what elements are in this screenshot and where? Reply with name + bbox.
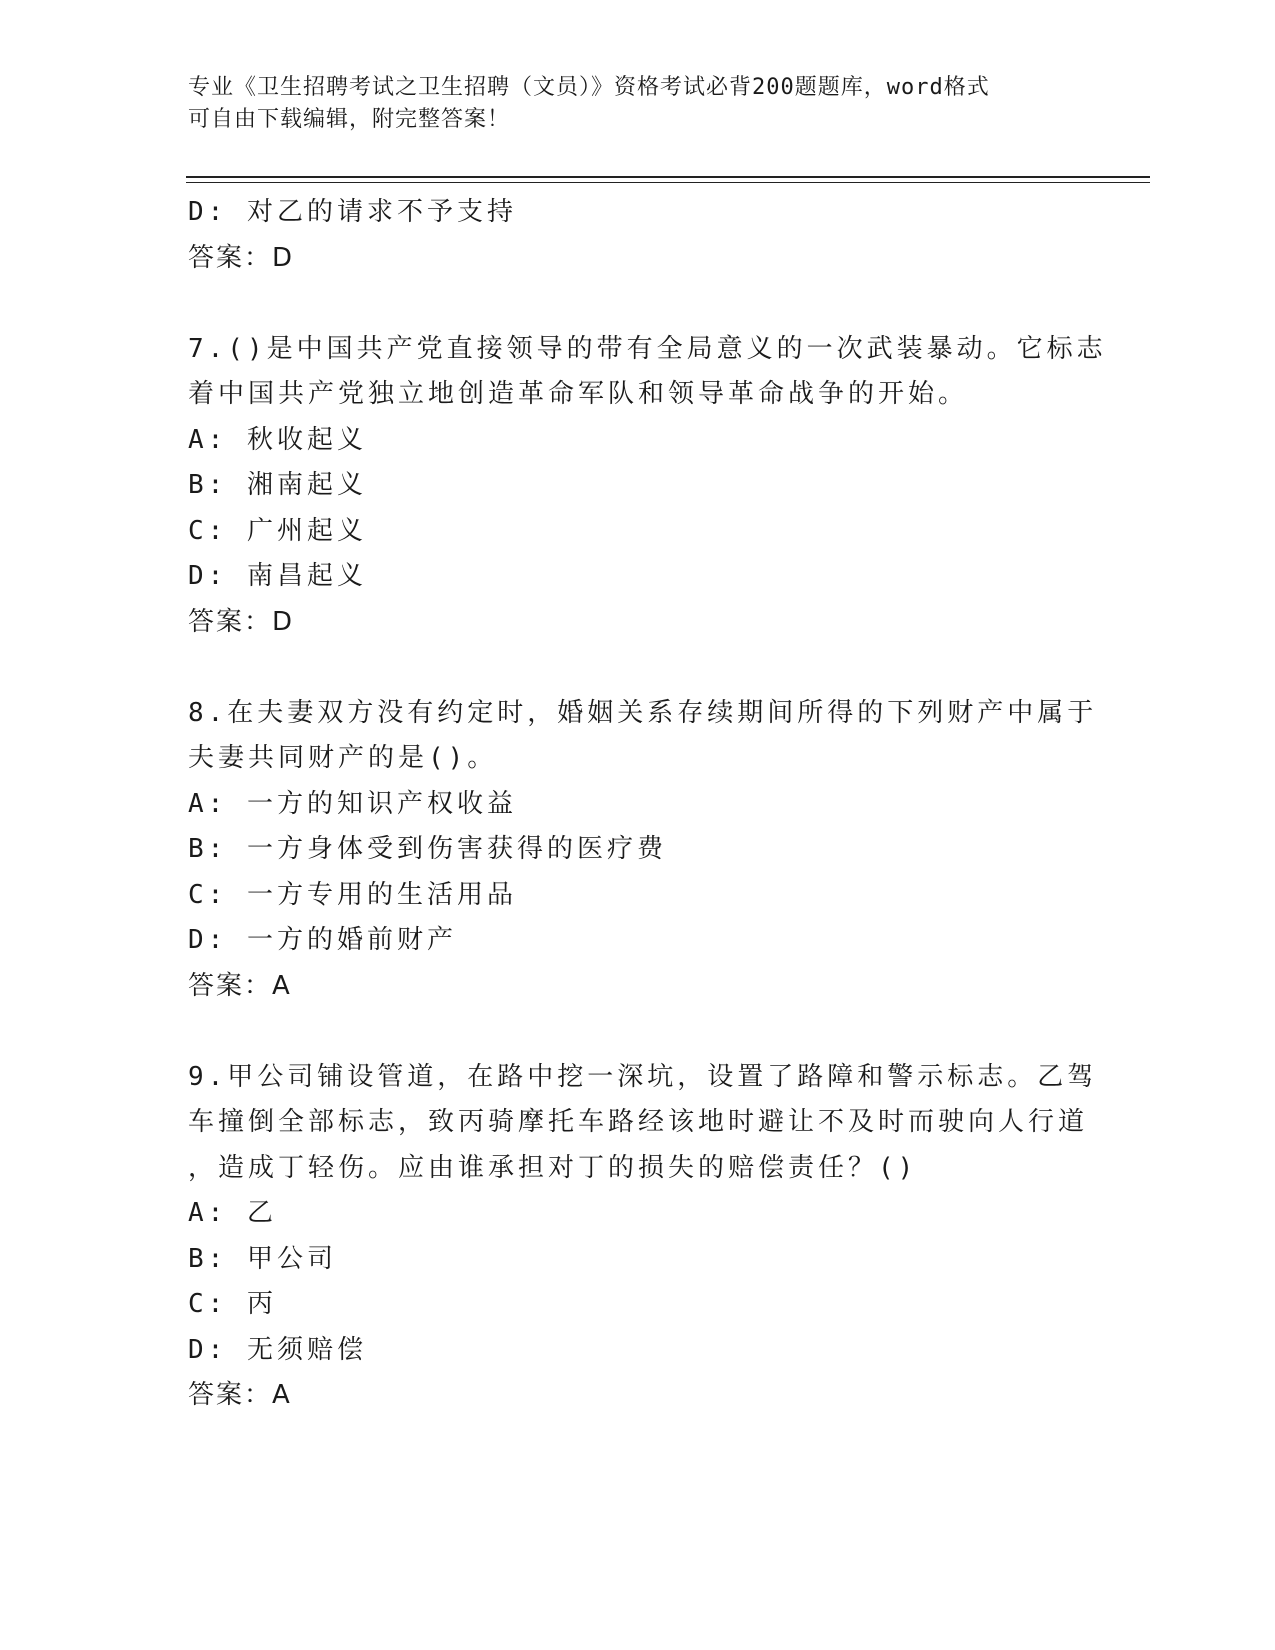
answer-line: 答案：A: [188, 970, 292, 1001]
option-a: A: 乙: [188, 1198, 277, 1228]
option-d: D: 南昌起义: [188, 561, 367, 591]
header-rule-thick: [186, 176, 1150, 178]
option-c: C: 丙: [188, 1289, 277, 1319]
answer-line: 答案：D: [188, 606, 295, 637]
option-b: B: 甲公司: [188, 1243, 337, 1274]
header-line-2: 可自由下载编辑，附完整答案！: [188, 107, 511, 132]
question-stem-line: 着中国共产党独立地创造革命军队和领导革命战争的开始。: [188, 379, 969, 409]
spacer: [188, 1009, 1078, 1055]
spacer: [188, 281, 1078, 327]
header-rule-thin: [186, 182, 1150, 183]
option-d: D: 对乙的请求不予支持: [188, 197, 517, 227]
option-b: B: 湘南起义: [188, 470, 367, 500]
question-stem-line: 夫妻共同财产的是()。: [188, 743, 498, 773]
option-a: A: 秋收起义: [188, 424, 367, 455]
option-d: D: 无须赔偿: [188, 1334, 367, 1365]
answer-line: 答案：A: [188, 1380, 292, 1410]
question-stem-line: 9.甲公司铺设管道，在路中挖一深坑，设置了路障和警示标志。乙驾: [188, 1061, 1098, 1092]
question-stem-line: 7.()是中国共产党直接领导的带有全局意义的一次武装暴动。它标志: [188, 333, 1107, 364]
question-list: [188, 190, 1107, 1419]
spacer: [188, 645, 1078, 691]
option-d: D: 一方的婚前财产: [188, 925, 457, 955]
option-b: B: 一方身体受到伤害获得的医疗费: [188, 834, 667, 864]
question-7: [188, 327, 1107, 646]
option-c: C: 一方专用的生活用品: [188, 879, 517, 910]
answer-line: 答案：D: [188, 242, 295, 273]
option-a: A: 一方的知识产权收益: [188, 788, 517, 819]
question-stem-line: 8.在夫妻双方没有约定时，婚姻关系存续期间所得的下列财产中属于: [188, 697, 1098, 728]
question-stem-line: ，造成丁轻伤。应由谁承担对丁的损失的赔偿责任？(): [188, 1152, 918, 1183]
header-line-1: 专业《卫生招聘考试之卫生招聘（文员）》资格考试必背200题题库，word格式: [188, 75, 990, 100]
question-8: [188, 691, 1098, 1010]
option-c: C: 广州起义: [188, 515, 367, 546]
document-header: [188, 72, 1068, 136]
question-stem-line: 车撞倒全部标志，致丙骑摩托车路经该地时避让不及时而驶向人行道: [188, 1107, 1089, 1137]
question-9: [188, 1055, 1098, 1419]
